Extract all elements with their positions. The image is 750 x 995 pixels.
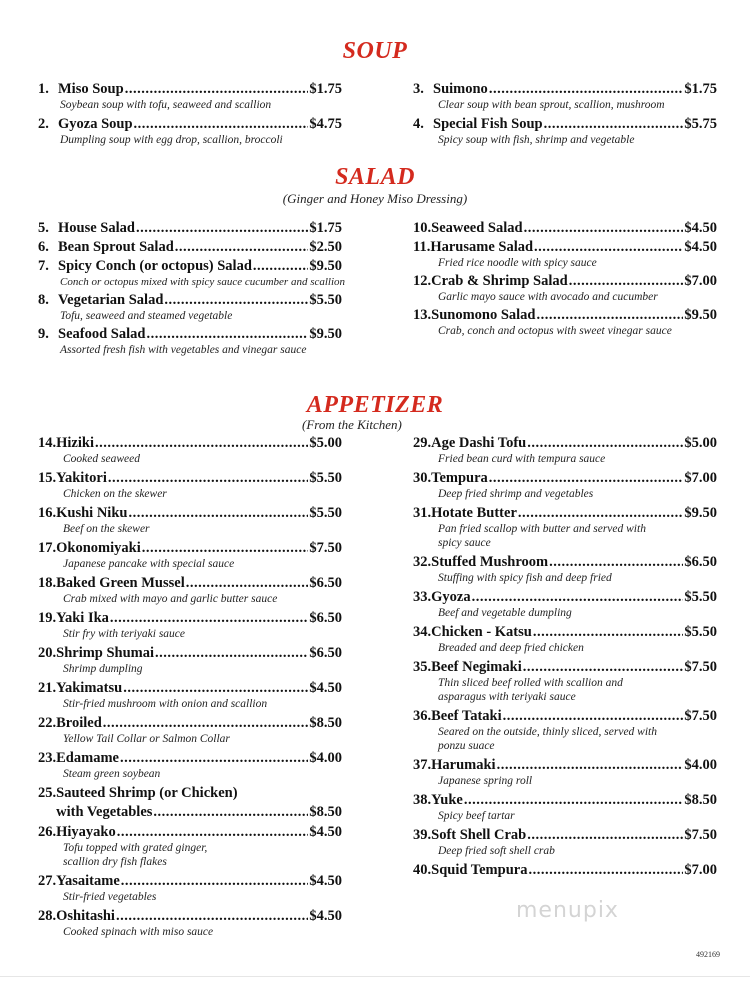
menu-item bbox=[413, 504, 717, 550]
item-name: Kushi Niku bbox=[56, 505, 128, 521]
item-description: Deep fried soft shell crab bbox=[438, 845, 555, 857]
leader-dots bbox=[524, 219, 684, 237]
soup-right-column bbox=[413, 80, 717, 147]
item-number: 32. bbox=[413, 554, 432, 570]
item-number: 1. bbox=[38, 81, 49, 97]
item-name: Okonomiyaki bbox=[56, 540, 141, 556]
item-number: 10. bbox=[413, 220, 432, 236]
item-description: Stir-fried vegetables bbox=[63, 891, 157, 903]
leader-dots bbox=[528, 861, 683, 879]
item-description: Crab mixed with mayo and garlic butter sauce bbox=[63, 593, 278, 605]
item-description: Thin sliced beef rolled with scallion and asparagus with teriyaki sauce bbox=[438, 677, 623, 703]
menu-item bbox=[413, 469, 717, 501]
item-price: $7.50 bbox=[309, 540, 342, 556]
item-description: Stir-fried mushroom with onion and scallion bbox=[63, 698, 268, 710]
item-price: $5.50 bbox=[684, 589, 717, 605]
menu-item bbox=[38, 574, 342, 606]
salad-right-column bbox=[413, 219, 717, 338]
menu-item bbox=[38, 714, 342, 746]
soup-title: SOUP bbox=[342, 38, 408, 64]
item-price: $4.50 bbox=[309, 908, 342, 924]
salad-left-column bbox=[38, 219, 346, 357]
item-name: Soft Shell Crab bbox=[431, 827, 527, 843]
leader-dots bbox=[146, 325, 308, 343]
item-name: Baked Green Mussel bbox=[56, 575, 185, 591]
item-description: Tofu, seaweed and steamed vegetable bbox=[60, 310, 233, 322]
item-number: 17. bbox=[38, 540, 57, 556]
salad-title: SALAD bbox=[335, 164, 415, 190]
item-description: Spicy soup with fish, shrimp and vegetable bbox=[438, 134, 635, 146]
item-price: $9.50 bbox=[684, 505, 717, 521]
leader-dots bbox=[128, 504, 308, 522]
item-number: 29. bbox=[413, 435, 432, 451]
item-number: 16. bbox=[38, 505, 57, 521]
item-price: $4.50 bbox=[684, 239, 717, 255]
item-name: Yuke bbox=[431, 792, 463, 808]
item-name: Beef Negimaki bbox=[431, 659, 522, 675]
menu-item bbox=[413, 272, 717, 304]
watermark: menupix bbox=[516, 898, 619, 923]
leader-dots bbox=[523, 658, 684, 676]
item-price: $6.50 bbox=[684, 554, 717, 570]
menu-item bbox=[38, 823, 342, 869]
menu-item bbox=[413, 306, 717, 338]
item-description: Pan fried scallop with butter and served with spicy sauce bbox=[438, 523, 646, 549]
item-price: $6.50 bbox=[309, 610, 342, 626]
item-price: $7.00 bbox=[684, 862, 717, 878]
leader-dots bbox=[155, 644, 308, 662]
item-number: 35. bbox=[413, 659, 432, 675]
leader-dots bbox=[153, 803, 308, 821]
item-price: $4.00 bbox=[309, 750, 342, 766]
item-number: 9. bbox=[38, 326, 49, 342]
item-number: 38. bbox=[413, 792, 432, 808]
item-price: $4.50 bbox=[309, 680, 342, 696]
menu-item bbox=[413, 238, 717, 270]
item-number: 4. bbox=[413, 116, 424, 132]
item-name: Edamame bbox=[56, 750, 119, 766]
leader-dots bbox=[186, 574, 309, 592]
item-name: Crab & Shrimp Salad bbox=[431, 273, 568, 289]
menu-item bbox=[38, 434, 342, 466]
leader-dots bbox=[110, 609, 308, 627]
item-price: $6.50 bbox=[309, 575, 342, 591]
item-price: $4.00 bbox=[684, 757, 717, 773]
item-name: Age Dashi Tofu bbox=[431, 435, 527, 451]
item-price: $4.50 bbox=[309, 873, 342, 889]
item-price: $4.75 bbox=[309, 116, 342, 132]
item-name: Hiyayako bbox=[56, 824, 116, 840]
item-description: Crab, conch and octopus with sweet vinegar sauce bbox=[438, 325, 672, 337]
menu-item bbox=[38, 679, 342, 711]
item-number: 15. bbox=[38, 470, 57, 486]
leader-dots bbox=[472, 588, 684, 606]
item-price: $8.50 bbox=[309, 715, 342, 731]
leader-dots bbox=[537, 306, 684, 324]
item-price: $5.00 bbox=[309, 435, 342, 451]
leader-dots bbox=[489, 469, 684, 487]
salad-subtitle: (Ginger and Honey Miso Dressing) bbox=[282, 191, 468, 206]
item-name: Yaki Ika bbox=[56, 610, 109, 626]
menu-item bbox=[38, 219, 342, 237]
leader-dots bbox=[253, 257, 308, 275]
menu-item bbox=[413, 623, 717, 655]
item-name: Gyoza Soup bbox=[58, 116, 133, 132]
item-price: $9.50 bbox=[309, 326, 342, 342]
item-name: Oshitashi bbox=[56, 908, 115, 924]
item-name: Sunomono Salad bbox=[431, 307, 536, 323]
item-price: $4.50 bbox=[684, 220, 717, 236]
item-price: $6.50 bbox=[309, 645, 342, 661]
item-name: Tempura bbox=[431, 470, 488, 486]
item-name: Vegetarian Salad bbox=[58, 292, 164, 308]
item-number: 20. bbox=[38, 645, 57, 661]
item-price: $5.75 bbox=[684, 116, 717, 132]
item-description: Japanese spring roll bbox=[438, 775, 533, 787]
leader-dots bbox=[108, 469, 309, 487]
item-description: Clear soup with bean sprout, scallion, mushroom bbox=[438, 99, 665, 111]
item-number: 19. bbox=[38, 610, 57, 626]
item-description: Soybean soup with tofu, seaweed and scallion bbox=[60, 99, 272, 111]
item-price: $5.50 bbox=[309, 470, 342, 486]
menu-item bbox=[38, 872, 342, 904]
menu-item bbox=[413, 115, 717, 147]
menu-item bbox=[413, 658, 717, 704]
item-number: 39. bbox=[413, 827, 432, 843]
item-number: 6. bbox=[38, 239, 49, 255]
item-number: 28. bbox=[38, 908, 57, 924]
leader-dots bbox=[136, 219, 308, 237]
leader-dots bbox=[134, 115, 309, 133]
leader-dots bbox=[503, 707, 684, 725]
leader-dots bbox=[534, 238, 683, 256]
leader-dots bbox=[103, 714, 309, 732]
item-number: 37. bbox=[413, 757, 432, 773]
item-name: Spicy Conch (or octopus) Salad bbox=[58, 258, 252, 274]
item-name: Squid Tempura bbox=[431, 862, 528, 878]
item-number: 21. bbox=[38, 680, 57, 696]
item-name-continued: with Vegetables bbox=[56, 804, 153, 820]
item-description: Beef on the skewer bbox=[63, 523, 150, 535]
item-name: Broiled bbox=[56, 715, 102, 731]
leader-dots bbox=[121, 872, 309, 890]
menu-item bbox=[38, 749, 342, 781]
leader-dots bbox=[95, 434, 308, 452]
item-description: Japanese pancake with special sauce bbox=[63, 558, 235, 570]
item-number: 18. bbox=[38, 575, 57, 591]
item-price: $5.00 bbox=[684, 435, 717, 451]
menu-item bbox=[413, 80, 717, 112]
item-number: 30. bbox=[413, 470, 432, 486]
item-name: Chicken - Katsu bbox=[431, 624, 532, 640]
menu-item bbox=[413, 861, 717, 879]
item-number: 25. bbox=[38, 785, 57, 801]
leader-dots bbox=[549, 553, 683, 571]
item-name: Seaweed Salad bbox=[431, 220, 523, 236]
appetizer-left-column bbox=[38, 434, 342, 939]
menu-item bbox=[38, 644, 342, 676]
leader-dots bbox=[544, 115, 684, 133]
menu-item bbox=[38, 115, 342, 147]
item-name: Beef Tataki bbox=[431, 708, 502, 724]
leader-dots bbox=[489, 80, 684, 98]
leader-dots bbox=[518, 504, 683, 522]
menu-item bbox=[38, 539, 342, 571]
leader-dots bbox=[175, 238, 309, 256]
item-number: 7. bbox=[38, 258, 49, 274]
item-description: Assorted fresh fish with vegetables and vinegar sauce bbox=[60, 344, 307, 356]
item-price: $2.50 bbox=[309, 239, 342, 255]
menu-item bbox=[413, 553, 717, 585]
item-number: 40. bbox=[413, 862, 432, 878]
menu-item bbox=[413, 588, 717, 620]
item-name: Suimono bbox=[433, 81, 488, 97]
item-name: Gyoza bbox=[431, 589, 471, 605]
menu-item bbox=[38, 291, 342, 323]
menu-item bbox=[413, 826, 717, 858]
item-price: $1.75 bbox=[684, 81, 717, 97]
menu-item bbox=[38, 238, 342, 256]
leader-dots bbox=[527, 826, 683, 844]
item-description: Breaded and deep fried chicken bbox=[438, 642, 584, 654]
item-price: $1.75 bbox=[309, 220, 342, 236]
item-number: 27. bbox=[38, 873, 57, 889]
item-number: 5. bbox=[38, 220, 49, 236]
item-name: Yasaitame bbox=[56, 873, 120, 889]
item-number: 33. bbox=[413, 589, 432, 605]
menu-item bbox=[413, 434, 717, 466]
leader-dots bbox=[164, 291, 308, 309]
item-name: Stuffed Mushroom bbox=[431, 554, 549, 570]
item-price: $7.00 bbox=[684, 470, 717, 486]
item-number: 13. bbox=[413, 307, 432, 323]
item-price: $5.50 bbox=[309, 505, 342, 521]
item-number: 3. bbox=[413, 81, 424, 97]
item-name: Yakimatsu bbox=[56, 680, 123, 696]
item-number: 36. bbox=[413, 708, 432, 724]
menu-item bbox=[38, 257, 346, 289]
leader-dots bbox=[533, 623, 684, 641]
item-number: 34. bbox=[413, 624, 432, 640]
leader-dots bbox=[125, 80, 309, 98]
item-name: Sauteed Shrimp (or Chicken) bbox=[56, 785, 238, 801]
menu-page: SOUP 1. Miso Soup ..... $1.75 Soybean soup with tofu, seaweed and scallion 2. Gyoza Soup ..... $4.75 Dumpling soup with egg drop, scallion, broccoli 3. Suimono ..... $1.75 Clear soup with bean sprout, scallion, mushroom 4. Special Fish Soup ..... $5.75 Spicy soup with fish, shrimp and vegetable SALAD (Ginger and Honey Miso Dressing) 5. House Salad ..... $1.75 6. Bean Sprout Salad ..... $2.50 7. Spicy Conch (or octopus) Salad ..... $9.50 Conch or octopus mixed with spicy sauce cucumber and scallion 8. Vegetarian Salad ..... $5.50 Tofu, seaweed and steamed vegetable 9. Seafood Salad ..... $9.50 Assorted fresh fish with vegetables and vinegar sauce 10. Seaweed Salad ..... $4.50 11. Harusame Salad ..... $4.50 Fried rice noodle with spicy sauce 12. Crab & Shrimp Salad ..... $7.00 Garlic mayo sauce with avocado and cucumber 13. Sunomono Salad ..... $9.50 Crab, conch and octopus with sweet vinegar sauce APPETIZER (From the Kitchen) 14. Hiziki ..... $5.00 Cooked seaweed 15. Yakitori ..... $5.50 Chicken on the skewer 16. Kushi Niku ..... $5.50 Beef on the skewer 17. Okonomiyaki ..... $7.50 Japanese pancake with special sauce 18. Baked Green Mussel ..... $6.50 Crab mixed with mayo and garlic butter sauce 19. Yaki Ika ..... $6.50 Stir fry with teriyaki sauce 20. Shrimp Shumai ..... $6.50 Shrimp dumpling 21. Yakimatsu ..... $4.50 Stir-fried mushroom with onion and scallion 22. Broiled ..... $8.50 Yellow Tail Collar or Salmon Collar 23. Edamame ..... $4.00 Steam green soybean 25. Sauteed Shrimp (or Chicken) with Vegetables ..... $8.50 26. Hiyayako ..... $4.50 Tofu topped with grated ginger, scallion dry fish flakes 27. Yasaitame ..... $4.50 Stir-fried vegetables 28. Oshitashi ..... $4.50 Cooked spinach with miso sauce 29. Age Dashi Tofu ..... $5.00 Fried bean curd with tempura sauce 30. Tempura ..... $7.00 Deep fried shrimp and vegetables 31. Hotate Butter ..... $9.50 Pan fried scallop with butter and served with spicy sauce 32. Stuffed Mushroom ..... $6.50 Stuffing with spicy fish and deep fried 33. Gyoza ..... $5.50 Beef and vegetable dumpling 34. Chicken - Katsu ..... $5.50 Breaded and deep fried chicken 35. Beef Negimaki ..... $7.50 Thin sliced beef rolled with scallion and asparagus with teriyaki sauce 36. Beef Tataki ..... $7.50 Seared on the outside, thinly sliced, served with ponzu suace 37. Harumaki ..... $4.00 Japanese spring roll 38. Yuke ..... $8.50 Spicy beef tartar 39. Soft Shell Crab ..... $7.50 Deep fried soft shell crab 40. Squid Tempura ..... $7.00 menupix 492169 bbox=[0, 0, 750, 995]
item-name: Seafood Salad bbox=[58, 326, 146, 342]
menu-item bbox=[38, 325, 342, 357]
leader-dots bbox=[117, 823, 309, 841]
item-name: Yakitori bbox=[56, 470, 107, 486]
item-price: $9.50 bbox=[309, 258, 342, 274]
leader-dots bbox=[120, 749, 308, 767]
item-number: 26. bbox=[38, 824, 57, 840]
item-price: $8.50 bbox=[684, 792, 717, 808]
item-description: Seared on the outside, thinly sliced, served with ponzu suace bbox=[438, 726, 657, 752]
item-name: Hotate Butter bbox=[431, 505, 517, 521]
item-name: Harusame Salad bbox=[430, 239, 534, 255]
menu-item bbox=[413, 707, 717, 753]
item-description: Conch or octopus mixed with spicy sauce cucumber and scallion bbox=[60, 276, 346, 288]
item-number: 23. bbox=[38, 750, 57, 766]
menu-item bbox=[413, 791, 717, 823]
item-price: $5.50 bbox=[684, 624, 717, 640]
footer-divider bbox=[0, 976, 750, 977]
leader-dots bbox=[497, 756, 684, 774]
menu-item bbox=[38, 907, 342, 939]
item-description: Shrimp dumpling bbox=[63, 663, 143, 675]
item-description: Tofu topped with grated ginger, scallion dry fish flakes bbox=[63, 842, 208, 868]
appetizer-title: APPETIZER bbox=[306, 392, 444, 418]
menu-item bbox=[38, 784, 342, 821]
item-description: Yellow Tail Collar or Salmon Collar bbox=[63, 733, 230, 745]
item-description: Stir fry with teriyaki sauce bbox=[63, 628, 186, 640]
item-price: $9.50 bbox=[684, 307, 717, 323]
item-number: 2. bbox=[38, 116, 49, 132]
item-price: $1.75 bbox=[309, 81, 342, 97]
appetizer-right-column bbox=[413, 434, 717, 879]
item-number: 14. bbox=[38, 435, 57, 451]
item-name: Hiziki bbox=[56, 435, 94, 451]
leader-dots bbox=[116, 907, 308, 925]
menu-item bbox=[38, 504, 342, 536]
item-description: Fried bean curd with tempura sauce bbox=[438, 453, 606, 465]
page-code: 492169 bbox=[696, 950, 720, 959]
item-price: $7.50 bbox=[684, 708, 717, 724]
menu-item bbox=[38, 80, 342, 112]
item-description: Stuffing with spicy fish and deep fried bbox=[438, 572, 612, 584]
menu-item bbox=[38, 469, 342, 501]
item-description: Chicken on the skewer bbox=[63, 488, 167, 500]
soup-left-column bbox=[38, 80, 342, 147]
item-description: Steam green soybean bbox=[63, 768, 161, 780]
item-name: Shrimp Shumai bbox=[56, 645, 155, 661]
item-description: Deep fried shrimp and vegetables bbox=[438, 488, 594, 500]
item-price: $4.50 bbox=[309, 824, 342, 840]
item-name: Bean Sprout Salad bbox=[58, 239, 174, 255]
item-description: Spicy beef tartar bbox=[438, 810, 515, 822]
item-name: House Salad bbox=[58, 220, 135, 236]
leader-dots bbox=[142, 539, 309, 557]
item-price: $7.50 bbox=[684, 827, 717, 843]
item-price: $7.50 bbox=[684, 659, 717, 675]
leader-dots bbox=[464, 791, 684, 809]
item-number: 31. bbox=[413, 505, 432, 521]
item-description: Cooked spinach with miso sauce bbox=[63, 926, 214, 938]
menu-item bbox=[38, 609, 342, 641]
item-description: Garlic mayo sauce with avocado and cucumber bbox=[438, 291, 658, 303]
item-name: Harumaki bbox=[431, 757, 496, 773]
menu-item bbox=[413, 756, 717, 788]
item-description: Cooked seaweed bbox=[63, 453, 140, 465]
item-name: Miso Soup bbox=[58, 81, 124, 97]
item-description: Dumpling soup with egg drop, scallion, broccoli bbox=[60, 134, 283, 146]
leader-dots bbox=[123, 679, 308, 697]
leader-dots bbox=[527, 434, 683, 452]
item-price: $8.50 bbox=[309, 804, 342, 820]
item-number: 22. bbox=[38, 715, 57, 731]
item-name: Special Fish Soup bbox=[433, 116, 543, 132]
item-description: Beef and vegetable dumpling bbox=[438, 607, 572, 619]
item-price: $5.50 bbox=[309, 292, 342, 308]
item-number: 11. bbox=[413, 239, 431, 255]
item-number: 8. bbox=[38, 292, 49, 308]
item-number: 12. bbox=[413, 273, 432, 289]
menu-item bbox=[413, 219, 717, 237]
item-price: $7.00 bbox=[684, 273, 717, 289]
item-description: Fried rice noodle with spicy sauce bbox=[438, 257, 597, 269]
leader-dots bbox=[569, 272, 684, 290]
